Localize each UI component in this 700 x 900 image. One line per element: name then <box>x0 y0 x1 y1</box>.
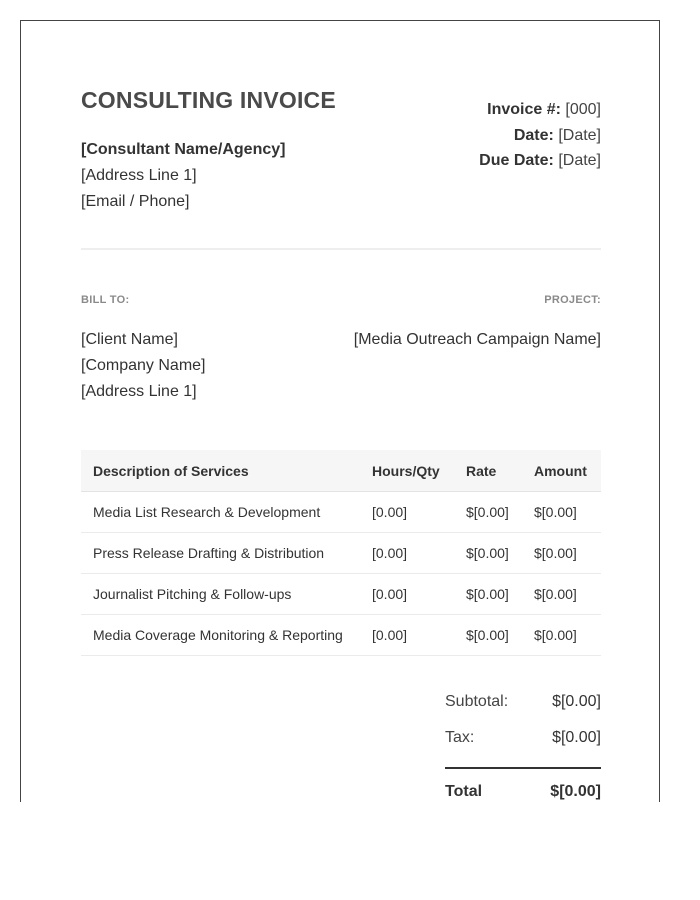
project-label: PROJECT: <box>544 294 601 306</box>
service-description: Media Coverage Monitoring & Reporting <box>81 615 360 656</box>
tax-value: $[0.00] <box>552 729 601 746</box>
table-row <box>81 615 601 656</box>
invoice-date-label: Date: <box>513 126 554 144</box>
due-date-row <box>479 148 601 174</box>
subtotal-label: Subtotal: <box>445 693 509 710</box>
table-row <box>81 574 601 615</box>
consultant-address: [Address Line 1] <box>81 167 197 184</box>
invoice-page <box>20 20 660 802</box>
services-table <box>81 450 601 656</box>
column-header-description: Description of Services <box>81 450 360 492</box>
service-description: Media List Research & Development <box>81 492 360 533</box>
company-name: [Company Name] <box>81 357 206 374</box>
client-address: [Address Line 1] <box>81 383 197 400</box>
service-hours: [0.00] <box>360 533 454 574</box>
invoice-date-value: [Date] <box>558 126 601 144</box>
service-amount: $[0.00] <box>522 492 601 533</box>
service-rate: $[0.00] <box>454 492 522 533</box>
total-value: $[0.00] <box>550 783 601 800</box>
bill-to-label: BILL TO: <box>81 294 130 306</box>
subtotal-row <box>445 689 601 725</box>
service-description: Journalist Pitching & Follow-ups <box>81 574 360 615</box>
invoice-number-label: Invoice #: <box>487 101 561 118</box>
totals-divider <box>445 767 601 769</box>
consultant-contact: [Email / Phone] <box>81 193 190 210</box>
project-name: [Media Outreach Campaign Name] <box>353 331 601 348</box>
invoice-date-row <box>479 123 601 149</box>
total-label: Total <box>445 783 483 800</box>
table-header-row <box>81 450 601 492</box>
project-block <box>354 327 601 353</box>
service-amount: $[0.00] <box>522 574 601 615</box>
service-rate: $[0.00] <box>454 615 522 656</box>
header-divider <box>81 248 601 250</box>
table-row <box>81 533 601 574</box>
due-date-label: Due Date: <box>479 152 554 169</box>
service-hours: [0.00] <box>360 574 454 615</box>
column-header-hours: Hours/Qty <box>360 450 454 492</box>
invoice-number-row <box>479 97 601 123</box>
service-description: Press Release Drafting & Distribution <box>81 533 360 574</box>
totals-block <box>445 689 601 800</box>
tax-label: Tax: <box>445 729 475 746</box>
invoice-meta <box>479 97 601 174</box>
table-row <box>81 492 601 533</box>
service-rate: $[0.00] <box>454 533 522 574</box>
subtotal-value: $[0.00] <box>552 693 601 710</box>
total-row <box>445 783 601 807</box>
column-header-rate: Rate <box>454 450 522 492</box>
invoice-title: CONSULTING INVOICE <box>81 87 336 113</box>
consultant-info <box>81 137 285 215</box>
client-name: [Client Name] <box>81 331 178 348</box>
service-amount: $[0.00] <box>522 533 601 574</box>
tax-row <box>445 725 601 761</box>
service-rate: $[0.00] <box>454 574 522 615</box>
bill-to-block <box>81 327 206 405</box>
due-date-value: [Date] <box>558 152 601 169</box>
service-hours: [0.00] <box>360 615 454 656</box>
service-hours: [0.00] <box>360 492 454 533</box>
invoice-number-value: [000] <box>565 101 601 118</box>
column-header-amount: Amount <box>522 450 601 492</box>
service-amount: $[0.00] <box>522 615 601 656</box>
consultant-name: [Consultant Name/Agency] <box>81 141 286 158</box>
